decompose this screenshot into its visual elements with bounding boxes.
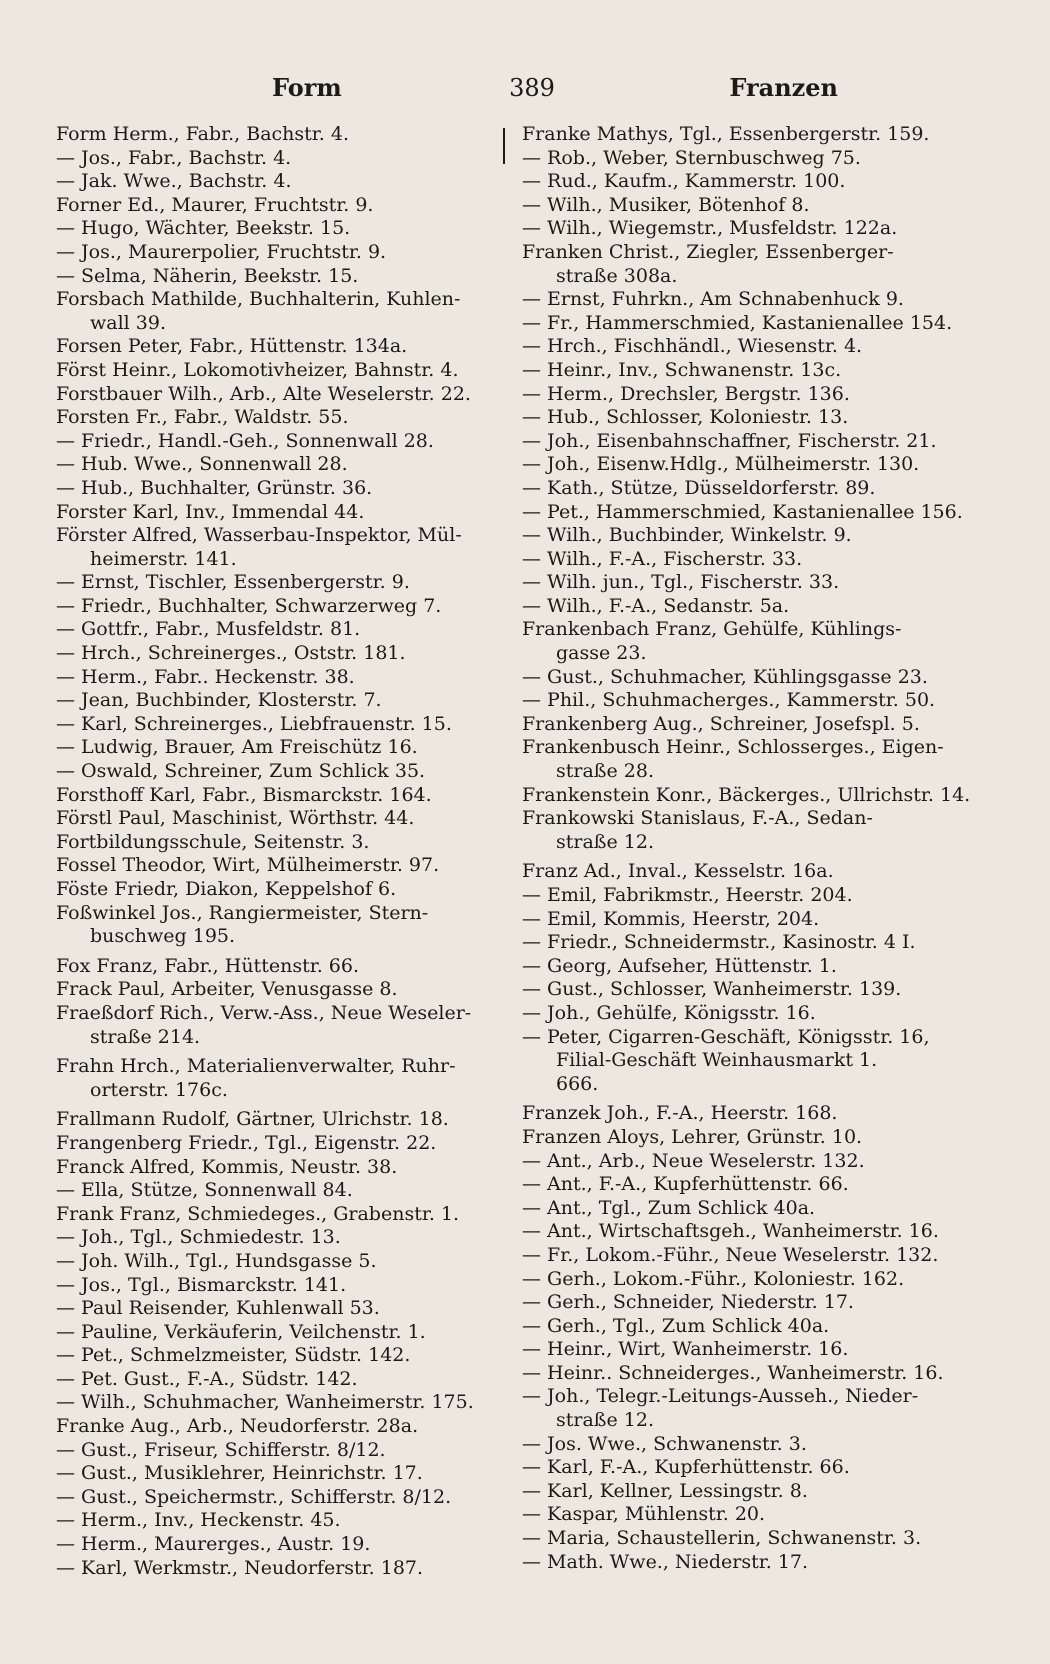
directory-entry: — Gust., Musiklehrer, Heinrichstr. 17.	[56, 1462, 423, 1485]
directory-entry: — Karl, Kellner, Lessingstr. 8.	[522, 1479, 808, 1502]
directory-entry: Franck Alfred, Kommis, Neustr. 38.	[56, 1155, 398, 1178]
directory-entry: — Joh., Gehülfe, Königsstr. 16.	[522, 1001, 816, 1024]
directory-entry: Franz Ad., Inval., Kesselstr. 16a.	[522, 860, 834, 883]
directory-entry: — Hub., Schlosser, Koloniestr. 13.	[522, 406, 849, 429]
directory-entry: Förstl Paul, Maschinist, Wörthstr. 44.	[56, 807, 415, 830]
directory-entry: Frankowski Stanislaus, F.-A., Sedan-	[522, 807, 873, 830]
right-column	[522, 123, 971, 1574]
directory-entry: — Hub. Wwe., Sonnenwall 28.	[56, 453, 348, 476]
directory-entry: Frallmann Rudolf, Gärtner, Ulrichstr. 18.	[56, 1108, 449, 1131]
directory-entry: — Kath., Stütze, Düsseldorferstr. 89.	[522, 476, 876, 499]
directory-entry: Franzen Aloys, Lehrer, Grünstr. 10.	[522, 1125, 863, 1148]
directory-entry: — Heinr., Inv., Schwanenstr. 13c.	[522, 358, 842, 381]
directory-entry: — Georg, Aufseher, Hüttenstr. 1.	[522, 954, 837, 977]
directory-entry: — Ant., Arb., Neue Weselerstr. 132.	[522, 1149, 865, 1172]
directory-entry: Franken Christ., Ziegler, Essenberger-	[522, 240, 894, 263]
directory-entry: Fraeßdorf Rich., Verw.-Ass., Neue Weseler-	[56, 1001, 472, 1024]
entry-continuation: buschweg 195.	[90, 925, 236, 948]
directory-entry: — Pet., Hammerschmied, Kastanienallee 156.	[522, 500, 963, 523]
directory-entry: Forner Ed., Maurer, Fruchtstr. 9.	[56, 193, 374, 216]
directory-entry: — Hrch., Schreinerges., Oststr. 181.	[56, 642, 406, 665]
directory-entry: Frahn Hrch., Materialienverwalter, Ruhr-	[56, 1055, 456, 1078]
directory-entry: — Jos., Maurerpolier, Fruchtstr. 9.	[56, 240, 387, 263]
directory-entry: Frankenberg Aug., Schreiner, Josefspl. 5.	[522, 712, 920, 735]
directory-entry: Forstbauer Wilh., Arb., Alte Weselerstr. 22.	[56, 382, 471, 405]
directory-entry: — Emil, Fabrikmstr., Heerstr. 204.	[522, 884, 853, 906]
directory-entry: Fossel Theodor, Wirt, Mülheimerstr. 97.	[56, 854, 440, 877]
entry-continuation: straße 12.	[556, 1409, 654, 1432]
directory-entry: — Oswald, Schreiner, Zum Schlick 35.	[56, 760, 426, 783]
directory-entry: Form Herm., Fabr., Bachstr. 4.	[56, 123, 350, 145]
directory-entry: Forsten Fr., Fabr., Waldstr. 55.	[56, 406, 349, 429]
directory-entry: — Ludwig, Brauer, Am Freischütz 16.	[56, 736, 418, 759]
directory-entry: — Gottfr., Fabr., Musfeldstr. 81.	[56, 618, 361, 641]
directory-entry: — Rob., Weber, Sternbuschweg 75.	[522, 146, 861, 169]
directory-entry: — Wilh., Wiegemstr., Musfeldstr. 122a.	[522, 217, 898, 240]
directory-entry: — Ella, Stütze, Sonnenwall 84.	[56, 1179, 353, 1202]
directory-entry: Frank Franz, Schmiedeges., Grabenstr. 1.	[56, 1202, 460, 1225]
directory-entry: — Joh., Eisenbahnschaffner, Fischerstr. 21.	[522, 429, 937, 452]
directory-entry: — Ernst, Tischler, Essenbergerstr. 9.	[56, 571, 410, 594]
directory-entry: Forsen Peter, Fabr., Hüttenstr. 134a.	[56, 335, 408, 358]
directory-entry: Franke Mathys, Tgl., Essenbergerstr. 159.	[522, 123, 930, 145]
column-divider	[503, 128, 505, 164]
directory-entry: — Wilh. jun., Tgl., Fischerstr. 33.	[522, 571, 840, 594]
directory-entry: Franke Aug., Arb., Neudorferstr. 28a.	[56, 1415, 419, 1438]
directory-entry: Frangenberg Friedr., Tgl., Eigenstr. 22.	[56, 1131, 437, 1154]
directory-entry: — Kaspar, Mühlenstr. 20.	[522, 1503, 766, 1526]
directory-entry: — Gust., Schuhmacher, Kühlingsgasse 23.	[522, 665, 928, 688]
directory-entry: — Pauline, Verkäuferin, Veilchenstr. 1.	[56, 1320, 426, 1343]
entry-continuation: straße 214.	[90, 1025, 201, 1048]
directory-entry: — Karl, Werkmstr., Neudorferstr. 187.	[56, 1556, 424, 1579]
directory-entry: — Herm., Maurerges., Austr. 19.	[56, 1533, 371, 1556]
directory-entry: — Wilh., F.-A., Fischerstr. 33.	[522, 547, 803, 570]
directory-entry: Frankenstein Konr., Bäckerges., Ullrichstr. 14.	[522, 783, 971, 806]
directory-entry: — Joh. Wilh., Tgl., Hundsgasse 5.	[56, 1249, 377, 1272]
directory-entry: — Jos., Fabr., Bachstr. 4.	[56, 146, 292, 169]
directory-entry: — Jean, Buchbinder, Klosterstr. 7.	[56, 689, 382, 712]
directory-entry: — Jos., Tgl., Bismarckstr. 141.	[56, 1273, 347, 1296]
telephone-entry: 666.	[556, 1072, 599, 1095]
directory-entry: Förster Alfred, Wasserbau-Inspektor, Mül-	[56, 524, 462, 547]
directory-entry: Föste Friedr, Diakon, Keppelshof 6.	[56, 878, 397, 900]
directory-entry: — Wilh., Schuhmacher, Wanheimerstr. 175.	[56, 1391, 474, 1414]
directory-entry: — Karl, F.-A., Kupferhüttenstr. 66.	[522, 1456, 850, 1479]
directory-entry: — Gust., Schlosser, Wanheimerstr. 139.	[522, 978, 902, 1001]
header-left-keyword: Form	[272, 73, 342, 102]
directory-entry: — Hrch., Fischhändl., Wiesenstr. 4.	[522, 335, 863, 358]
directory-entry: — Ant., Wirtschaftsgeh., Wanheimerstr. 16.	[522, 1220, 939, 1243]
directory-entry: Fox Franz, Fabr., Hüttenstr. 66.	[56, 954, 359, 977]
directory-entry: Frack Paul, Arbeiter, Venusgasse 8.	[56, 978, 398, 1001]
entry-continuation: wall 39.	[90, 311, 166, 334]
directory-entry: — Gust., Friseur, Schifferstr. 8/12.	[56, 1438, 386, 1461]
header-right-keyword: Franzen	[729, 73, 838, 102]
directory-entry: — Heinr.. Schneiderges., Wanheimerstr. 16.	[522, 1361, 944, 1384]
directory-entry: — Rud., Kaufm., Kammerstr. 100.	[522, 170, 846, 193]
directory-entry: — Pet. Gust., F.-A., Südstr. 142.	[56, 1367, 358, 1390]
directory-entry: — Ant., Tgl., Zum Schlick 40a.	[522, 1196, 816, 1219]
directory-entry: — Jak. Wwe., Bachstr. 4.	[56, 170, 292, 193]
entry-continuation: straße 308a.	[556, 264, 678, 287]
directory-entry: — Friedr., Buchhalter, Schwarzerweg 7.	[56, 594, 442, 617]
directory-entry: Först Heinr., Lokomotivheizer, Bahnstr. 4.	[56, 358, 459, 381]
directory-entry: — Ernst, Fuhrkn., Am Schnabenhuck 9.	[522, 288, 904, 311]
directory-entry: — Herm., Fabr.. Heckenstr. 38.	[56, 665, 355, 688]
directory-entry: Foßwinkel Jos., Rangiermeister, Stern-	[56, 901, 429, 924]
left-column	[56, 123, 490, 1580]
entry-continuation: heimerstr. 141.	[90, 547, 237, 570]
directory-entry: — Fr., Hammerschmied, Kastanienallee 154.	[522, 311, 953, 334]
directory-entry: — Hub., Buchhalter, Grünstr. 36.	[56, 476, 373, 499]
directory-entry: — Jos. Wwe., Schwanenstr. 3.	[522, 1432, 807, 1455]
directory-entry: — Joh., Tgl., Schmiedestr. 13.	[56, 1226, 341, 1249]
directory-entry: — Joh., Eisenw.Hdlg., Mülheimerstr. 130.	[522, 453, 920, 476]
directory-entry: — Friedr., Handl.-Geh., Sonnenwall 28.	[56, 429, 434, 452]
entry-continuation: Filial-Geschäft Weinhausmarkt 1.	[556, 1049, 878, 1072]
directory-entry: — Paul Reisender, Kuhlenwall 53.	[56, 1297, 380, 1320]
directory-entry: — Emil, Kommis, Heerstr, 204.	[522, 907, 820, 930]
directory-entry: — Selma, Näherin, Beekstr. 15.	[56, 264, 359, 287]
entry-continuation: gasse 23.	[556, 642, 647, 665]
directory-entry: — Herm., Inv., Heckenstr. 45.	[56, 1509, 341, 1532]
directory-entry: — Gerh., Tgl., Zum Schlick 40a.	[522, 1314, 830, 1337]
directory-entry: — Ant., F.-A., Kupferhüttenstr. 66.	[522, 1173, 849, 1196]
entry-continuation: orterstr. 176c.	[90, 1078, 228, 1101]
directory-entry: Frankenbach Franz, Gehülfe, Kühlings-	[522, 618, 902, 641]
entry-continuation: straße 28.	[556, 760, 654, 783]
directory-entry: — Herm., Drechsler, Bergstr. 136.	[522, 382, 850, 405]
directory-entry: — Wilh., Musiker, Bötenhof 8.	[522, 193, 810, 216]
directory-entry: Fortbildungsschule, Seitenstr. 3.	[56, 830, 370, 853]
directory-entry: — Pet., Schmelzmeister, Südstr. 142.	[56, 1344, 411, 1367]
directory-entry: Forster Karl, Inv., Immendal 44.	[56, 500, 365, 523]
directory-entry: — Karl, Schreinerges., Liebfrauenstr. 15.	[56, 712, 452, 735]
page-number: 389	[509, 74, 555, 102]
directory-entry: — Peter, Cigarren-Geschäft, Königsstr. 16,	[522, 1025, 930, 1048]
directory-entry: — Wilh., Buchbinder, Winkelstr. 9.	[522, 524, 852, 547]
directory-entry: — Hugo, Wächter, Beekstr. 15.	[56, 217, 351, 240]
page-header	[56, 72, 946, 112]
directory-entry: — Math. Wwe., Niederstr. 17.	[522, 1550, 809, 1573]
directory-entry: — Gerh., Schneider, Niederstr. 17.	[522, 1291, 854, 1314]
directory-entry: — Gerh., Lokom.-Führ., Koloniestr. 162.	[522, 1267, 905, 1290]
directory-entry: — Heinr., Wirt, Wanheimerstr. 16.	[522, 1338, 849, 1361]
directory-entry: Forsbach Mathilde, Buchhalterin, Kuhlen-	[56, 288, 461, 311]
directory-entry: — Maria, Schaustellerin, Schwanenstr. 3.	[522, 1527, 922, 1550]
directory-entry: — Joh., Telegr.-Leitungs-Ausseh., Nieder-	[522, 1385, 919, 1408]
directory-entry: — Gust., Speichermstr., Schifferstr. 8/12.	[56, 1485, 452, 1508]
directory-entry: Franzek Joh., F.-A., Heerstr. 168.	[522, 1102, 838, 1125]
directory-entry: — Wilh., F.-A., Sedanstr. 5a.	[522, 594, 790, 617]
directory-entry: — Friedr., Schneidermstr., Kasinostr. 4 I.	[522, 931, 916, 954]
directory-entry: — Phil., Schuhmacherges., Kammerstr. 50.	[522, 689, 936, 712]
entry-continuation: straße 12.	[556, 830, 654, 853]
directory-entry: — Fr., Lokom.-Führ., Neue Weselerstr. 132.	[522, 1243, 939, 1266]
directory-entry: Frankenbusch Heinr., Schlosserges., Eigen-	[522, 736, 944, 759]
directory-entry: Forsthoff Karl, Fabr., Bismarckstr. 164.	[56, 783, 432, 806]
